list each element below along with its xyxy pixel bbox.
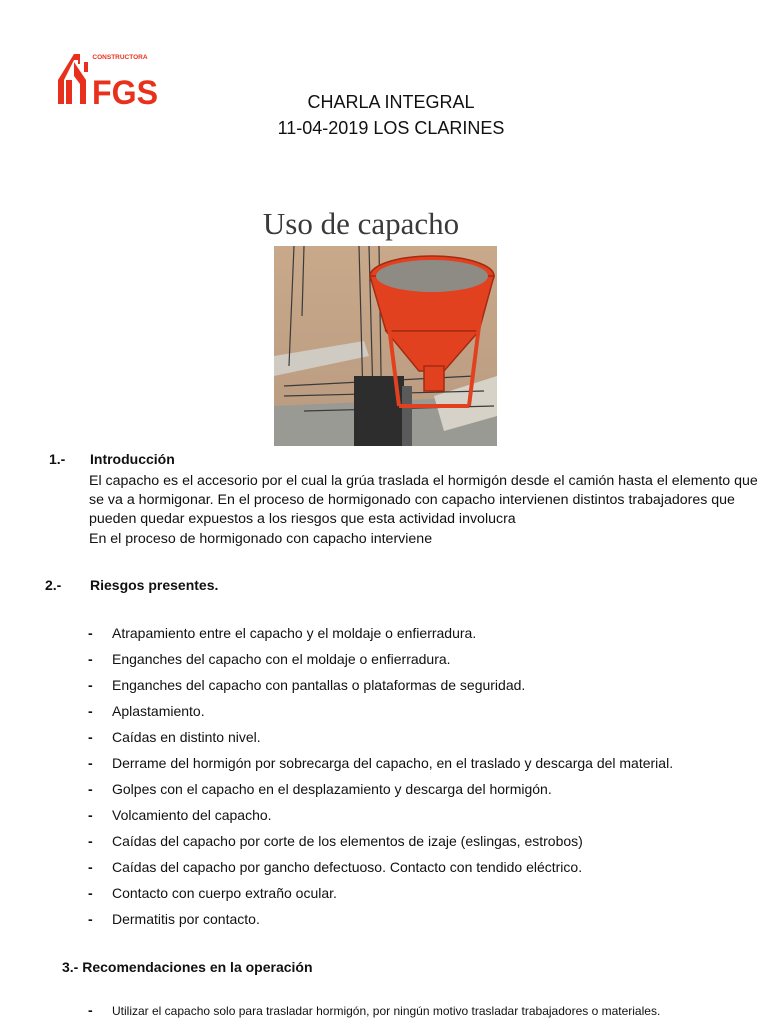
bullet-dash: - xyxy=(88,859,93,875)
section-title: Riesgos presentes. xyxy=(90,577,219,593)
risks-list xyxy=(88,622,673,934)
logo-brand-text: FGS xyxy=(92,74,158,106)
list-item xyxy=(88,804,673,830)
bullet-dash: - xyxy=(88,729,93,745)
section-number: 1.- xyxy=(49,451,66,467)
section-number: 2.- xyxy=(45,577,62,593)
list-item-text: Caídas del capacho por corte de los elementos de izaje (eslingas, estrobos) xyxy=(112,833,583,849)
bullet-dash: - xyxy=(88,833,93,849)
list-item-text: Contacto con cuerpo extraño ocular. xyxy=(112,885,337,901)
list-item xyxy=(88,622,673,648)
bullet-dash: - xyxy=(88,781,93,797)
section-heading: 3.- Recomendaciones en la operación xyxy=(62,959,313,975)
list-item-text: Enganches del capacho con el moldaje o enfierradura. xyxy=(112,651,451,667)
bullet-dash: - xyxy=(88,625,93,641)
header-date-location: 11-04-2019 LOS CLARINES xyxy=(277,118,505,138)
list-item xyxy=(88,908,673,934)
section-title: Introducción xyxy=(90,451,175,467)
list-item xyxy=(88,700,673,726)
section-paragraph: El capacho es el accesorio por el cual la grúa traslada el hormigón desde el camión hasta el elemento que se va a hormigonar. En el proceso de hormigonado con capacho intervienen distintos trabajadores que pueden quedar expuestos a los riesgos que esta actividad involucra xyxy=(89,473,758,527)
list-item xyxy=(88,752,673,778)
list-item-text: Volcamiento del capacho. xyxy=(112,807,272,823)
list-item xyxy=(88,778,673,804)
section-paragraph: En el proceso de hormigonado con capacho interviene xyxy=(89,531,433,547)
bullet-dash: - xyxy=(88,677,93,693)
list-item-text: Enganches del capacho con pantallas o plataformas de seguridad. xyxy=(112,677,526,693)
concrete-bucket-photo xyxy=(274,246,497,446)
list-item-text: Derrame del hormigón por sobrecarga del capacho, en el traslado y descarga del material. xyxy=(112,755,674,771)
list-item-text: Atrapamiento entre el capacho y el moldaje o enfierradura. xyxy=(112,625,477,641)
list-item-text: Utilizar el capacho solo para trasladar hormigón, por ningún motivo trasladar trabajadores o materiales. xyxy=(112,1004,661,1018)
list-item-text: Aplastamiento. xyxy=(112,703,205,719)
bullet-dash: - xyxy=(88,703,93,719)
list-item xyxy=(88,830,673,856)
bullet-dash: - xyxy=(88,1002,93,1018)
bullet-dash: - xyxy=(88,651,93,667)
list-item xyxy=(88,856,673,882)
list-item xyxy=(88,1004,660,1018)
list-item xyxy=(88,726,673,752)
bullet-dash: - xyxy=(88,885,93,901)
list-item xyxy=(88,648,673,674)
bullet-dash: - xyxy=(88,755,93,771)
list-item-text: Dermatitis por contacto. xyxy=(112,911,260,927)
list-item-text: Golpes con el capacho en el desplazamiento y descarga del hormigón. xyxy=(112,781,552,797)
document-title: Uso de capacho xyxy=(262,206,460,241)
list-item xyxy=(88,674,673,700)
logo-tag-text: CONSTRUCTORA xyxy=(92,54,148,61)
header-title: CHARLA INTEGRAL xyxy=(307,92,475,112)
list-item-text: Caídas en distinto nivel. xyxy=(112,729,261,745)
bullet-dash: - xyxy=(88,911,93,927)
bullet-dash: - xyxy=(88,807,93,823)
list-item-text: Caídas del capacho por gancho defectuoso. Contacto con tendido eléctrico. xyxy=(112,859,583,875)
list-item xyxy=(88,882,673,908)
